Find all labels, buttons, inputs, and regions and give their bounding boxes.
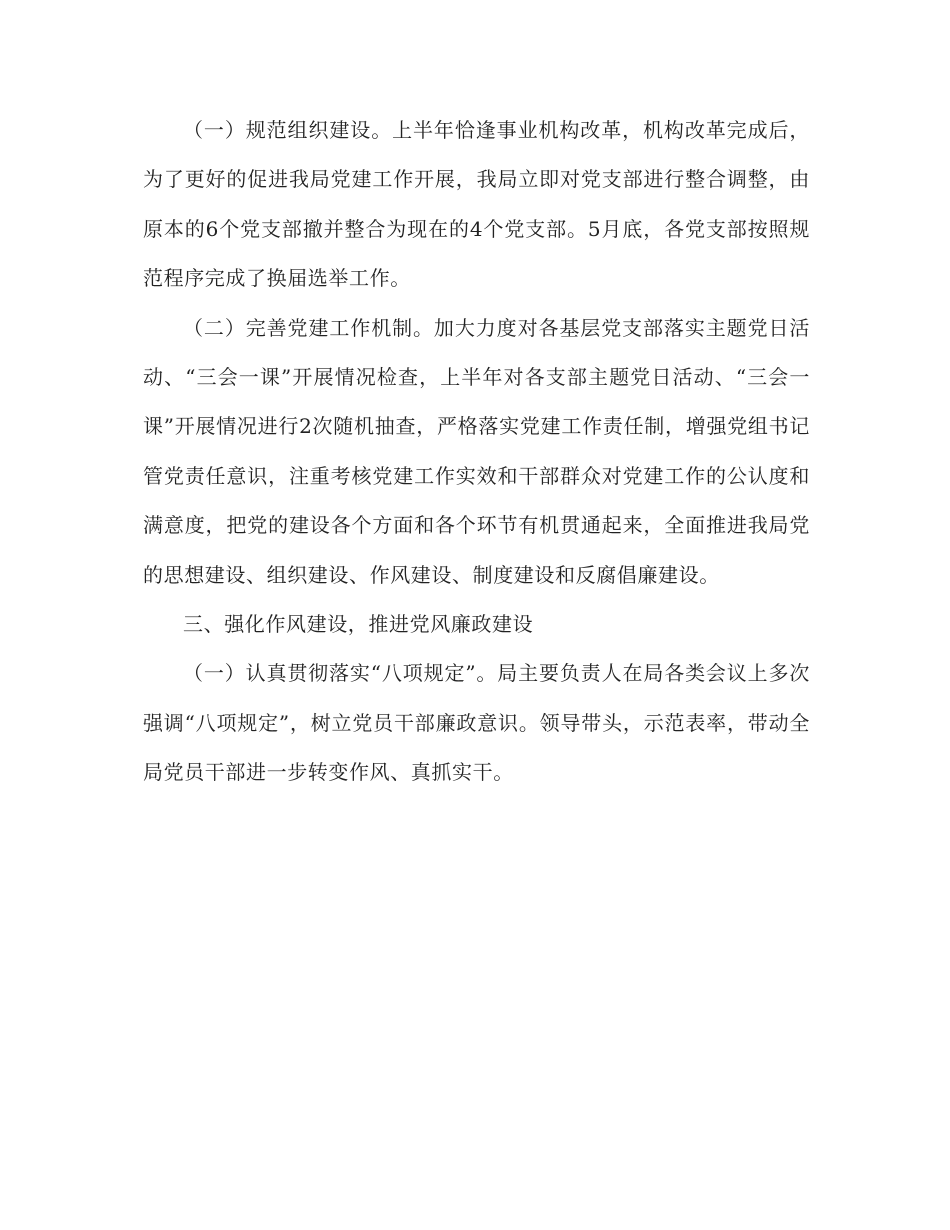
paragraph-organization-building: （一）规范组织建设。上半年恰逢事业机构改革，机构改革完成后，为了更好的促进我局党建工作开展，我局立即对党支部进行整合调整，由原本的6个党支部撤并整合为现在的4个党支部。5月底，各党支部按照规范程序完成了换届选举工作。 xyxy=(143,118,810,291)
document-body xyxy=(143,106,810,798)
paragraph-eight-regulations: （一）认真贯彻落实“八项规定”。局主要负责人在局各类会议上多次强调“八项规定”，树立党员干部廉政意识。领导带头，示范表率，带动全局党员干部进一步转变作风、真抓实干。 xyxy=(143,661,810,785)
section-heading-work-style: 三、强化作风建设，推进党风廉政建设 xyxy=(183,612,534,637)
paragraph-party-building-mechanism: （二）完善党建工作机制。加大力度对各基层党支部落实主题党日活动、“三会一课”开展情况检查，上半年对各支部主题党日活动、“三会一课”开展情况进行2次随机抽查，严格落实党建工作责任制，增强党组书记管党责任意识，注重考核党建工作实效和干部群众对党建工作的公认度和满意度，把党的建设各个方面和各个环节有机贯通起来，全面推进我局党的思想建设、组织建设、作风建设、制度建设和反腐倡廉建设。 xyxy=(143,315,810,587)
